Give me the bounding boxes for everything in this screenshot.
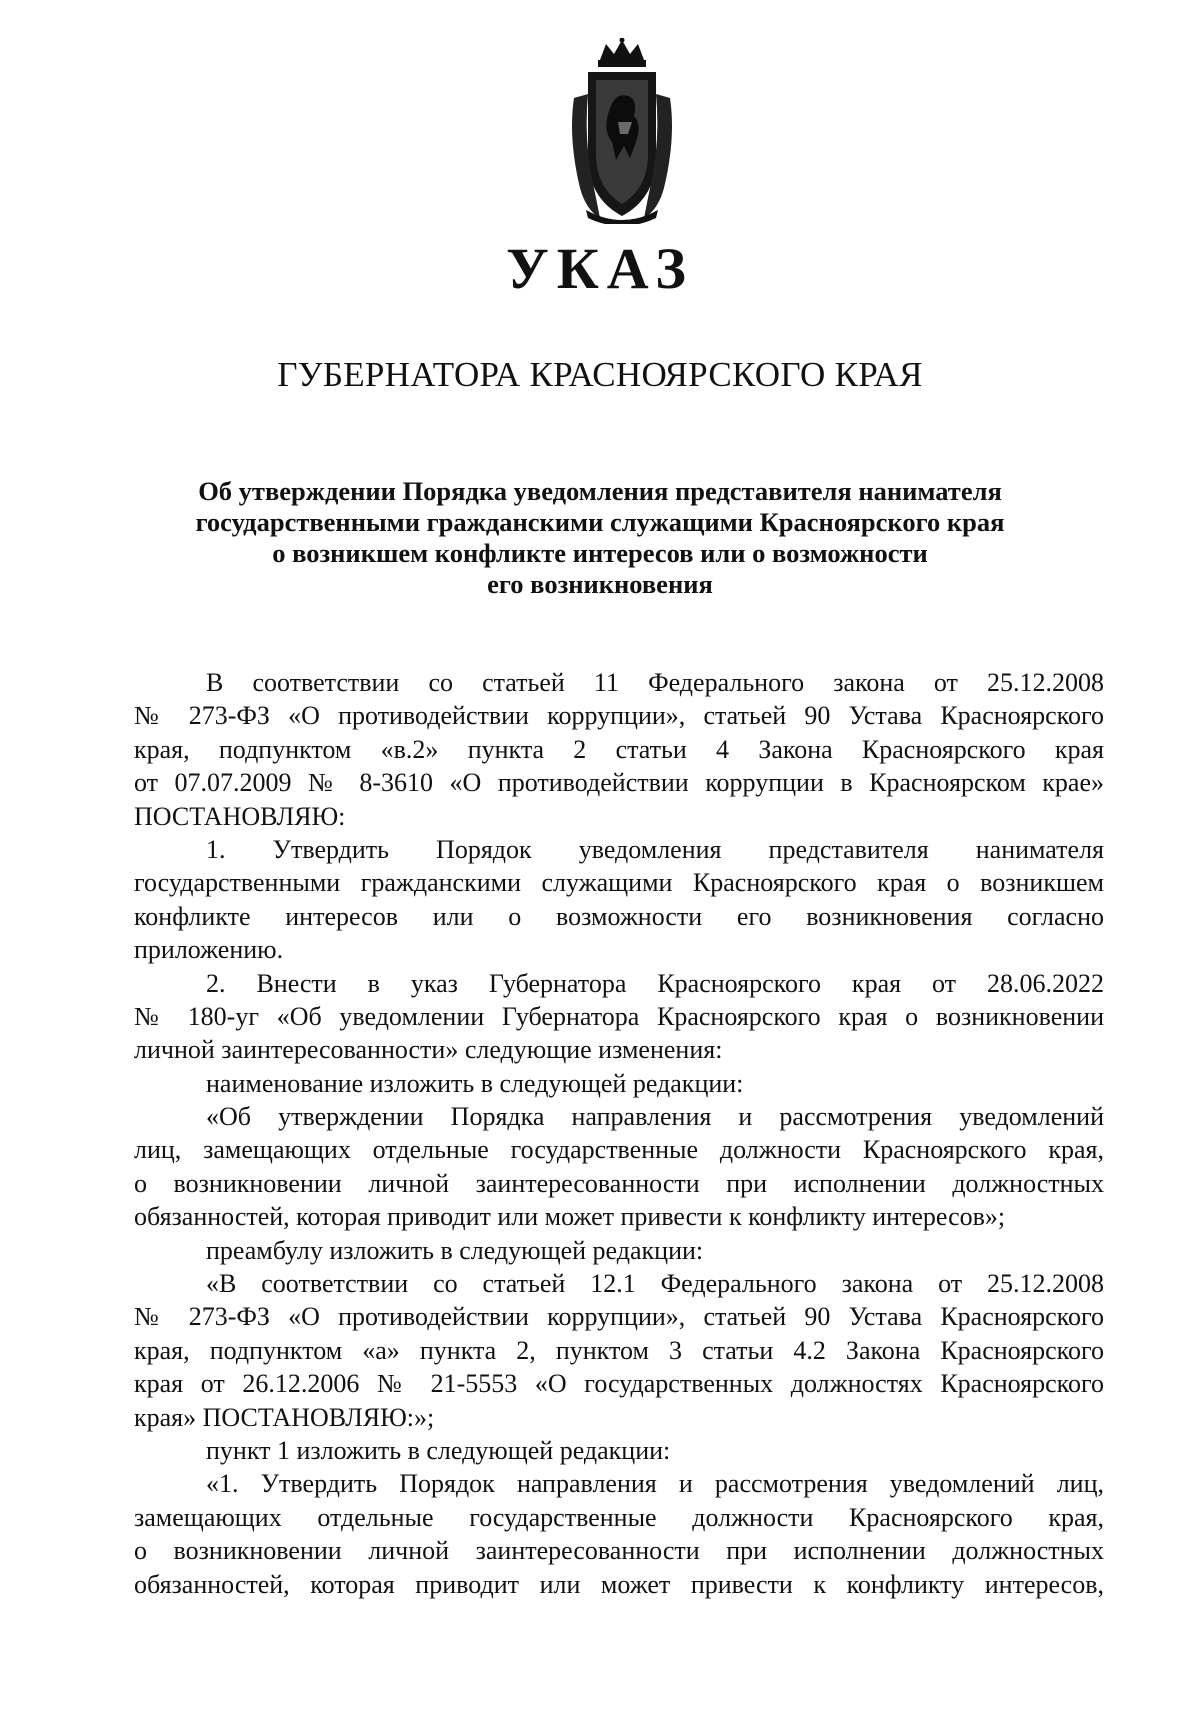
body-line: обязанностей, которая приводит или может привести к конфликту интересов»; (134, 1202, 1006, 1232)
body-line: В соответствии со статьей 11 Федерального закона от 25.12.2008 (206, 668, 1104, 697)
body-line: личной заинтересованности» следующие изменения: (134, 1035, 723, 1065)
body-line: «Об утверждении Порядка направления и рассмотрения уведомлений (206, 1102, 1104, 1132)
body-line: края от 26.12.2006 № 21-5553 «О государственных должностях Красноярского (134, 1369, 1104, 1399)
body-line: пункт 1 изложить в следующей редакции: (206, 1435, 671, 1465)
body-line: 2. Внести в указ Губернатора Красноярского края от 28.06.2022 (206, 968, 1104, 998)
body-line: края, подпунктом «а» пункта 2, пунктом 3 статьи 4.2 Закона Красноярского (134, 1335, 1104, 1365)
body-line: ПОСТАНОВЛЯЮ: (134, 801, 346, 831)
body-line: от 07.07.2009 № 8-3610 «О противодействии коррупции в Красноярском крае» (134, 768, 1104, 798)
body-line: края» ПОСТАНОВЛЯЮ:»; (134, 1402, 435, 1432)
body-line: преамбулу изложить в следующей редакции: (206, 1235, 704, 1265)
body-line: «1. Утвердить Порядок направления и рассмотрения уведомлений лиц, (206, 1469, 1104, 1499)
body-line: лиц, замещающих отдельные государственные должности Красноярского края, (134, 1135, 1104, 1165)
body-line: наименование изложить в следующей редакции: (206, 1068, 744, 1098)
body-line: № 180-уг «Об уведомлении Губернатора Красноярского края о возникновении (134, 1001, 1104, 1031)
document-title: УКАЗ (506, 236, 694, 301)
body-line: № 273-ФЗ «О противодействии коррупции», статьей 90 Устава Красноярского (134, 1302, 1104, 1332)
heading-line: государственными гражданскими служащими Красноярского края (195, 507, 1005, 537)
body-line: края, подпунктом «в.2» пункта 2 статьи 4 Закона Красноярского края (134, 734, 1104, 764)
body-line: № 273-ФЗ «О противодействии коррупции», статьей 90 Устава Красноярского (134, 701, 1104, 731)
document-subtitle: ГУБЕРНАТОРА КРАСНОЯРСКОГО КРАЯ (277, 355, 923, 394)
body-line: приложению. (134, 935, 284, 965)
body-line: «В соответствии со статьей 12.1 Федерального закона от 25.12.2008 (206, 1269, 1104, 1299)
body-line: конфликте интересов или о возможности его возникновения согласно (134, 901, 1104, 931)
heading-line: Об утверждении Порядка уведомления представителя нанимателя (198, 476, 1002, 506)
document-heading (120, 476, 1080, 600)
document-body (134, 666, 1104, 1601)
body-line: государственными гражданскими служащими Красноярского края о возникшем (134, 868, 1104, 898)
body-line: 1. Утвердить Порядок уведомления представителя нанимателя (206, 834, 1104, 864)
coat-of-arms-icon (566, 38, 678, 224)
body-line: замещающих отдельные государственные должности Красноярского края, (134, 1502, 1104, 1532)
body-line: о возникновении личной заинтересованности при исполнении должностных (134, 1168, 1104, 1198)
body-line: обязанностей, которая приводит или может привести к конфликту интересов, (134, 1569, 1104, 1599)
body-line: о возникновении личной заинтересованности при исполнении должностных (134, 1536, 1104, 1566)
heading-line: его возникновения (487, 569, 713, 599)
heading-line: о возникшем конфликте интересов или о возможности (272, 538, 928, 568)
